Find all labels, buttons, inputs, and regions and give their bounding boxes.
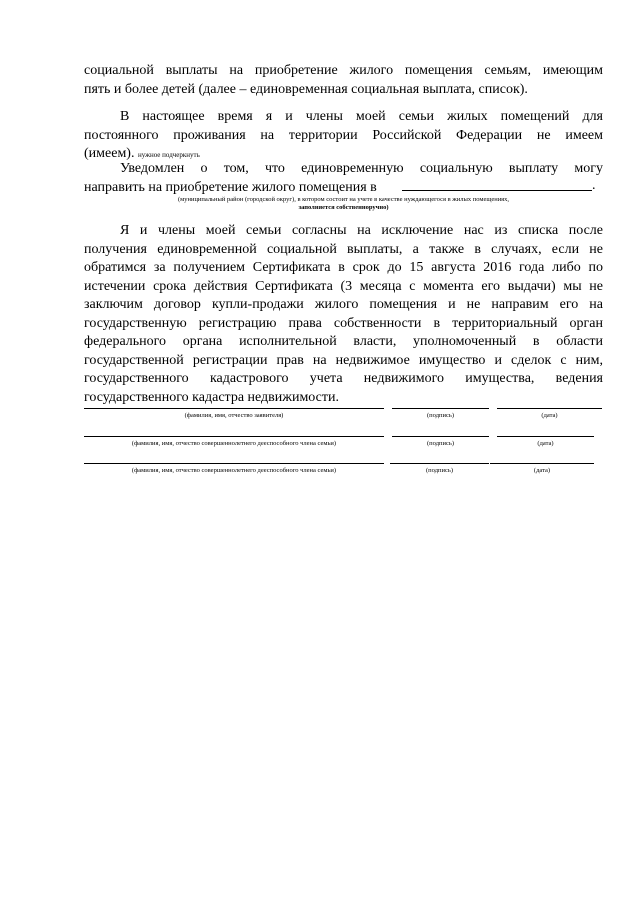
member2-date-line[interactable]	[490, 463, 594, 464]
text-line: обратимся за получением Сертификата в срок до 15 августа 2016 года либо по	[84, 260, 603, 275]
text-fragment: направить на приобретение жилого помещения в	[84, 179, 377, 195]
signature-caption-name: (фамилия, имя, отчество заявителя)	[184, 412, 284, 419]
signature-caption-sign: (подпись)	[426, 467, 453, 474]
text-line: государственную регистрацию права собственности в территориальный орган	[84, 315, 603, 331]
signature-caption-name: (фамилия, имя, отчество совершеннолетнего дееспособного члена семьи)	[131, 467, 337, 474]
member1-name-line[interactable]	[84, 436, 384, 437]
text-line: получения единовременной социальной выплаты, а также в случаях, если не	[84, 241, 603, 257]
signature-caption-sign: (подпись)	[427, 440, 454, 447]
signature-caption-date: (дата)	[541, 412, 558, 419]
text-line: федерального органа исполнительной власти, уполномоченный в области	[84, 334, 603, 349]
signature-caption-date: (дата)	[537, 440, 554, 447]
paragraph-intro	[84, 62, 603, 99]
text-line: В настоящее время я и члены моей семьи жилых помещений для	[120, 109, 603, 124]
applicant-date-line[interactable]	[497, 408, 602, 409]
member2-name-line[interactable]	[84, 463, 384, 464]
text-line: пять и более детей (далее – единовременная социальная выплата, список).	[84, 81, 528, 97]
applicant-signature-line[interactable]	[392, 408, 489, 409]
text-line: заключим договор купли-продажи жилого помещения и не направим его на	[84, 297, 603, 312]
paragraph-housing	[84, 108, 603, 165]
text-line: социальной выплаты на приобретение жилого помещения семьям, имеющим	[84, 63, 603, 78]
text-line: государственной регистрации прав на недвижимое имущество и сделок с ним,	[84, 352, 603, 368]
period: .	[592, 178, 596, 193]
paragraph-consent	[84, 222, 603, 407]
paragraph-notice	[84, 160, 603, 197]
municipality-field-line[interactable]	[402, 190, 592, 191]
text-fragment: (имеем).	[84, 146, 135, 161]
text-line: государственного кадастрового учета недвижимого имущества, ведения	[84, 371, 603, 386]
signature-caption-name: (фамилия, имя, отчество совершеннолетнего дееспособного члена семьи)	[131, 440, 337, 447]
text-line: Уведомлен о том, что единовременную социальную выплату могу	[120, 161, 603, 176]
member2-signature-line[interactable]	[390, 463, 489, 464]
municipality-caption-2: заполняется собственноручно)	[298, 204, 389, 211]
applicant-name-line[interactable]	[84, 408, 384, 409]
signature-caption-date: (дата)	[533, 467, 551, 474]
underline-note: нужное подчеркнуть	[137, 151, 200, 159]
signature-caption-sign: (подпись)	[427, 412, 454, 419]
member1-signature-line[interactable]	[392, 436, 489, 437]
text-line	[84, 179, 603, 198]
municipality-caption: (муниципальный район (городской округ), в котором состоит на учете в качестве нуждающегося в жилых помещениях,	[177, 196, 510, 203]
text-line: государственного кадастра недвижимости.	[84, 389, 339, 405]
text-line: Я и члены моей семьи согласны на исключение нас из списка после	[120, 223, 603, 238]
text-line: постоянного проживания на территории Российской Федерации не имеем	[84, 127, 603, 143]
text-line: истечении срока действия Сертификата (3 месяца с момента его выдачи) мы не	[84, 278, 603, 294]
member1-date-line[interactable]	[497, 436, 594, 437]
